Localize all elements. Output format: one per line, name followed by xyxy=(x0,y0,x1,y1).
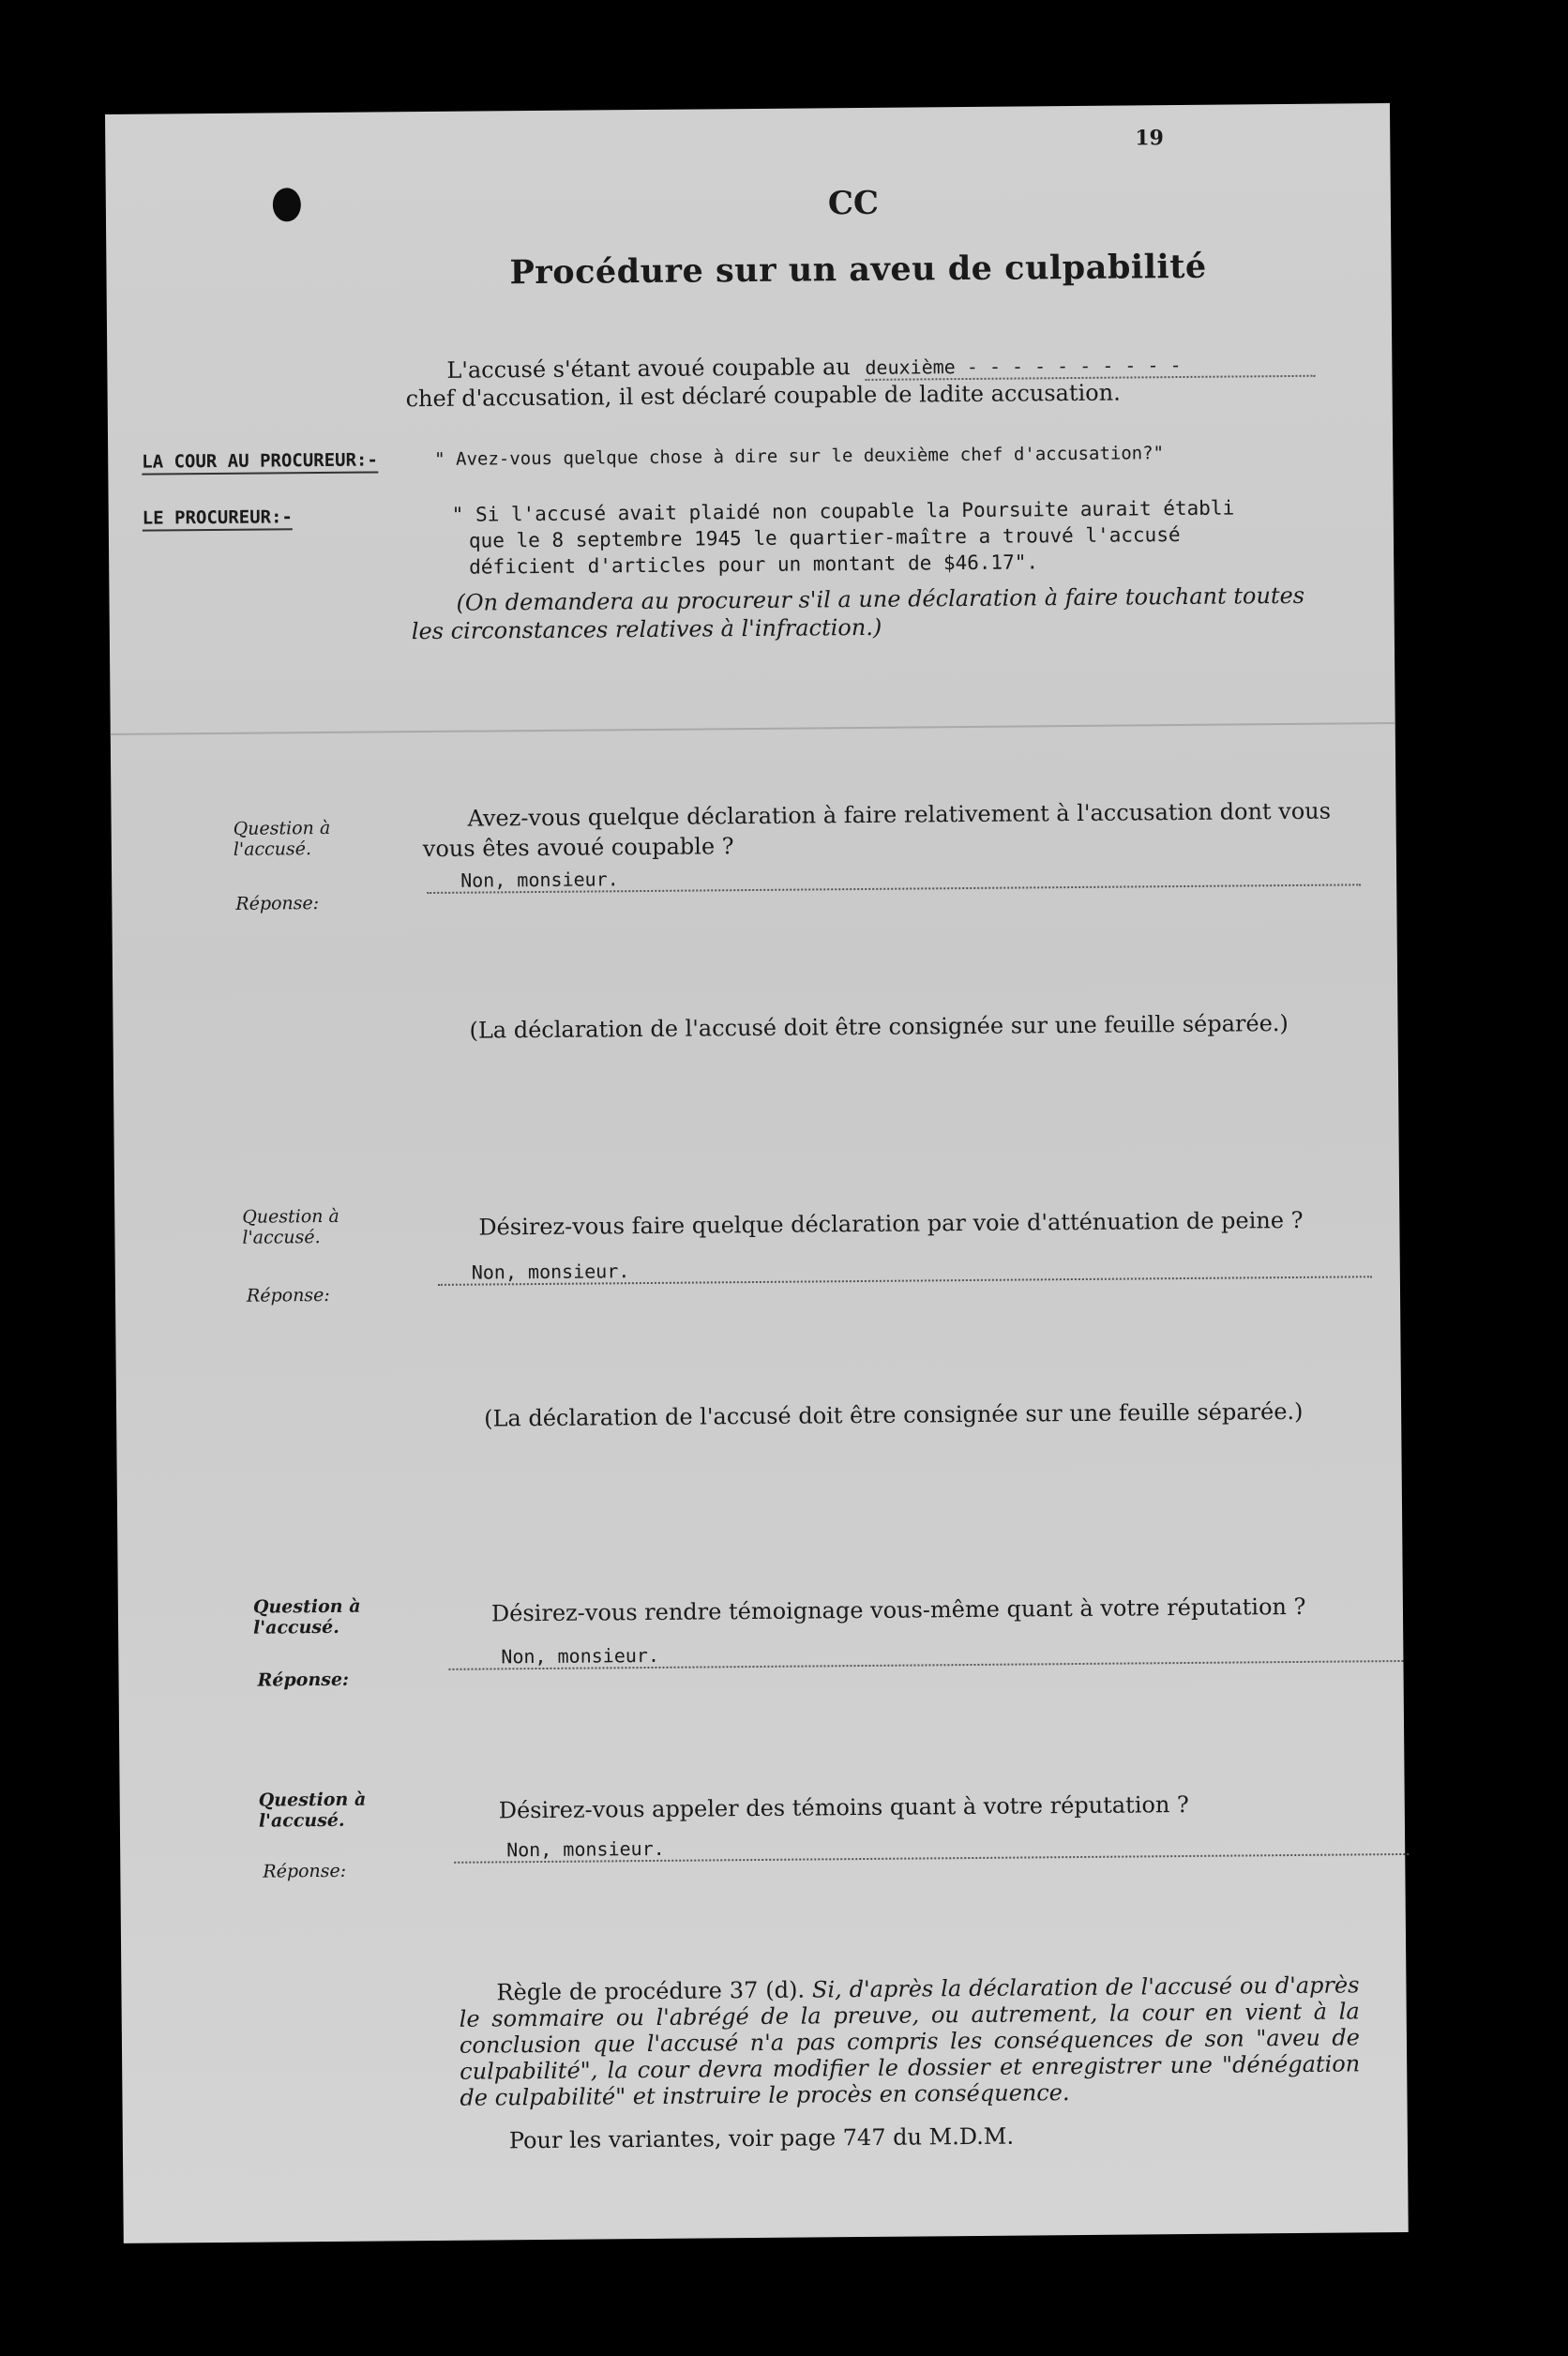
intro-line-2: chef d'accusation, il est déclaré coupable de ladite accusation. xyxy=(405,379,1121,413)
question-text: Désirez-vous faire quelque déclaration par voie d'atténuation de peine ? xyxy=(478,1206,1304,1241)
rule-text: Si, d'après la déclaration de l'accusé ou d'après le sommaire ou l'abrégé de la preuve, ou autrement, la cour en vient à la conclusion que l'accusé n'a pas compris les conséquences de son "aveu de culpabilité", la cour devra modifier le dossier et enregistrer une "dénégation de culpabilité" et instruire le procès en conséquence. xyxy=(459,1971,1361,2111)
reponse-label: Réponse: xyxy=(257,1669,350,1691)
form-code: CC xyxy=(827,184,880,223)
punch-hole xyxy=(273,188,301,221)
page-number: 19 xyxy=(1135,126,1165,151)
instruction-line-1: (On demandera au procureur s'il a une déclaration à faire touchant toutes xyxy=(456,581,1305,616)
instruction-line-2: les circonstances relatives à l'infraction.) xyxy=(411,613,882,645)
reponse-label: Réponse: xyxy=(246,1284,330,1306)
procedure-rule xyxy=(459,1971,1360,2110)
reponse-label: Réponse: xyxy=(263,1860,347,1882)
question-text: Désirez-vous appeler des témoins quant à votre réputation ? xyxy=(498,1790,1189,1824)
intro-line-1 xyxy=(446,350,1315,385)
question-label: Question à l'accusé. xyxy=(258,1789,367,1832)
page-title: Procédure sur un aveu de culpabilité xyxy=(509,247,1207,293)
prosecutor-label-text: LE PROCUREUR:- xyxy=(143,506,293,531)
court-label-text: LA COUR AU PROCUREUR:- xyxy=(142,449,378,475)
question-label: Question à l'accusé. xyxy=(252,1595,361,1639)
answer-field: Non, monsieur. xyxy=(438,1253,1372,1286)
reponse-label: Réponse: xyxy=(235,893,320,914)
document-page xyxy=(105,103,1409,2243)
declaration-note: (La déclaration de l'accusé doit être consignée sur une feuille séparée.) xyxy=(469,1010,1289,1044)
question-label: Question à l'accusé. xyxy=(233,817,331,860)
court-question: " Avez-vous quelque chose à dire sur le deuxième chef d'accusation?" xyxy=(434,443,1165,470)
prosecutor-line-3: déficient d'articles pour un montant de $46.17". xyxy=(469,551,1039,579)
intro-filled-value: deuxième - - - - - - - - - - xyxy=(865,353,1315,381)
question-label: Question à l'accusé. xyxy=(242,1205,339,1248)
question-text-cont: vous êtes avoué coupable ? xyxy=(422,833,734,863)
variants-note: Pour les variantes, voir page 747 du M.D.M. xyxy=(508,2122,1015,2154)
fold-line xyxy=(111,722,1395,735)
answer-field: Non, monsieur. xyxy=(454,1831,1409,1864)
answer-field: Non, monsieur. xyxy=(427,861,1361,894)
question-text: Avez-vous quelque déclaration à faire relativement à l'accusation dont vous xyxy=(467,797,1332,832)
rule-prefix: Règle de procédure 37 (d). xyxy=(496,1976,806,2006)
prosecutor-label xyxy=(143,506,293,528)
declaration-note: (La déclaration de l'accusé doit être consignée sur une feuille séparée.) xyxy=(484,1397,1304,1432)
answer-field: Non, monsieur. xyxy=(448,1638,1403,1670)
prosecutor-line-2: que le 8 septembre 1945 le quartier-maître a trouvé l'accusé xyxy=(468,523,1181,552)
prosecutor-line-1: " Si l'accusé avait plaidé non coupable la Poursuite aurait établi xyxy=(451,496,1235,526)
question-text: Désirez-vous rendre témoignage vous-même quant à votre réputation ? xyxy=(490,1593,1306,1627)
intro-text: L'accusé s'étant avoué coupable au xyxy=(446,354,851,384)
court-to-prosecutor-label xyxy=(142,449,378,472)
